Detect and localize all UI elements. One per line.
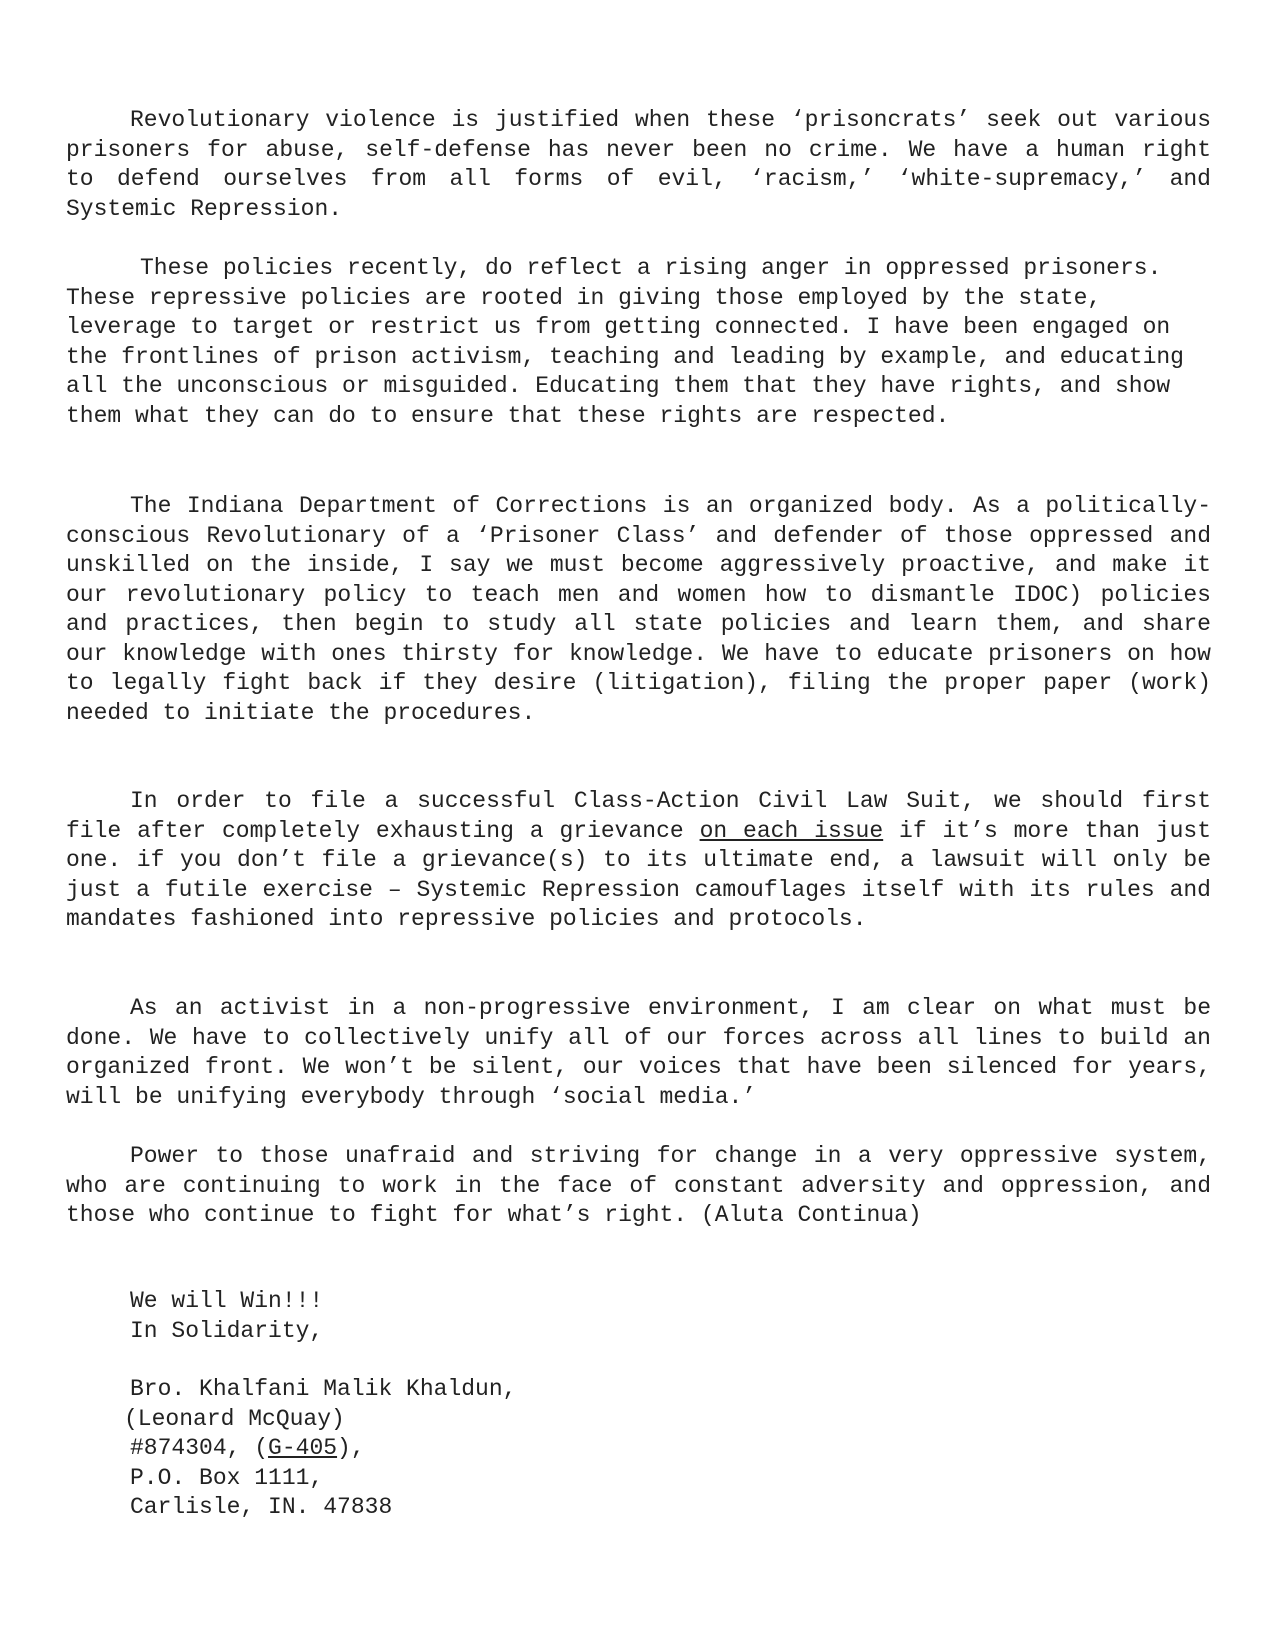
paragraph-class-action-lawsuit-after: if it’s more than just one. if you don’t file a grievance(s) to its ultimate end, a lawsuit will only be just a futile exercise – Systemic Repression camouflages itself with its rules and mandates fashioned into repressive policies and protocols. (66, 817, 1212, 932)
paragraph-revolutionary-violence: Revolutionary violence is justified when these ‘prisoncrats’ seek out various prisoners for abuse, self-defense has never been no crime. We have a human right to defend ourselves from all forms of evil, ‘racism,’ ‘white-supremacy,’ and Systemic Repression. (66, 107, 1211, 222)
signature-po-box: P.O. Box 1111, (130, 1464, 324, 1491)
paragraph-policies-anger: These policies recently, do reflect a rising anger in oppressed prisoners. These repressive policies are rooted in giving those employed by the state, leverage to target or restrict us from getting connected. I have been engaged on the frontlines of prison activism, teaching and leading by example, and educating all the unconscious or misguided. Educating them that they have rights, and show them what they can do to ensure that these rights are respected. (66, 255, 1184, 429)
underlined-emphasis: on each issue (699, 817, 884, 844)
signature-id-unit: G-405 (268, 1435, 338, 1461)
signature-name: Bro. Khalfani Malik Khaldun, (130, 1376, 517, 1402)
paragraph-activist-environment: As an activist in a non-progressive environment, I am clear on what must be done. We have to collectively unify all of our forces across all lines to build an organized front. We won’t be silent, our voices that have been silenced for years, will be unifying everybody through ‘social media.’ (66, 995, 1211, 1110)
closing-line-solidarity: In Solidarity, (130, 1317, 324, 1344)
signature-id-suffix: ), (337, 1435, 365, 1461)
signature-alias: (Leonard McQuay) (124, 1405, 345, 1432)
closing-line-win: We will Win!!! (130, 1288, 324, 1314)
paragraph-class-action-lawsuit (66, 787, 1211, 935)
paragraph-power-to-unafraid: Power to those unafraid and striving for change in a very oppressive system, who are continuing to work in the face of constant adversity and oppression, and those who continue to fight for what’s right. (Aluta Continua) (66, 1143, 1211, 1228)
paragraph-idoc-organized-body: The Indiana Department of Corrections is an organized body. As a politically-conscious Revolutionary of a ‘Prisoner Class’ and defender of those oppressed and unskilled on the inside, I say we must become aggressively proactive, and make it our revolutionary policy to teach men and women how to dismantle IDOC) policies and practices, then begin to study all state policies and learn them, and share our knowledge with ones thirsty for knowledge. We have to educate prisoners on how to legally fight back if they desire (litigation), filing the proper paper (work) needed to initiate the procedures. (66, 493, 1211, 726)
closing-block (130, 1287, 323, 1346)
signature-city: Carlisle, IN. 47838 (130, 1494, 393, 1520)
signature-block (124, 1375, 517, 1523)
signature-id-line (130, 1434, 516, 1464)
signature-id-prefix: #874304, ( (130, 1435, 269, 1461)
paragraph-class-action-lawsuit-before: In order to file a successful Class-Action Civil Law Suit, we should first file after completely exhausting a grievance (66, 788, 1211, 844)
